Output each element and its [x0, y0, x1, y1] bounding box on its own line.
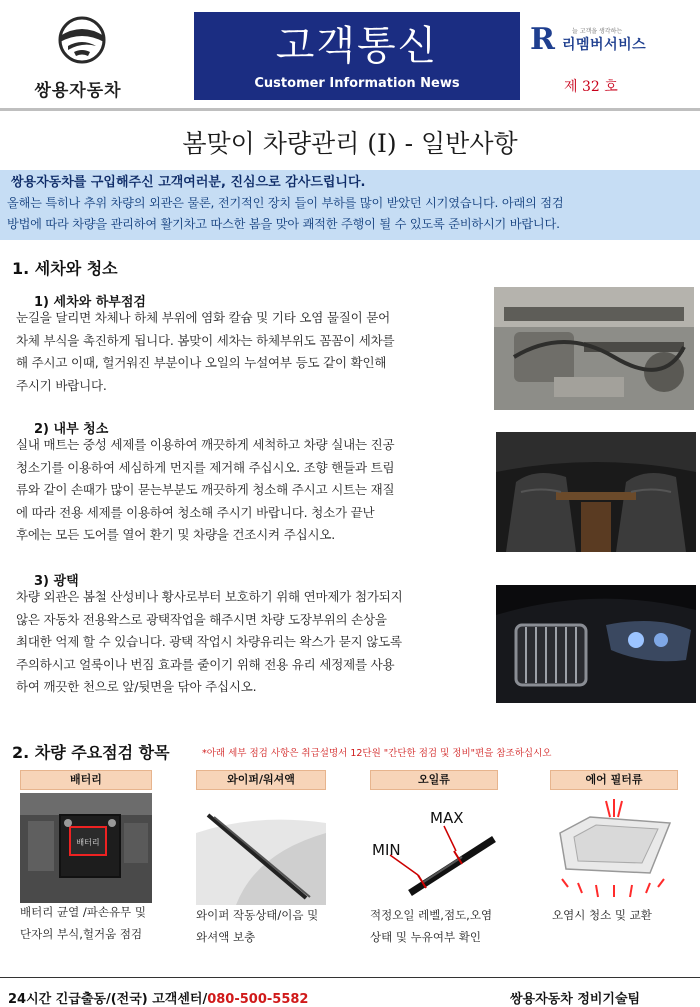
car-front-image	[496, 585, 696, 703]
text-line: 상태 및 누유여부 확인	[370, 930, 481, 944]
subsection-2-text	[16, 434, 394, 547]
intro-greeting: 쌍용자동차를 구입해주신 고객여러분, 진심으로 감사드립니다.	[11, 175, 366, 190]
newsletter-subtitle: Customer Information News	[254, 76, 460, 91]
car-front-photo	[496, 585, 696, 703]
text-line: 주시기 바랍니다.	[16, 377, 107, 393]
text-line: 실내 매트는 중성 세제를 이용하여 깨끗하게 세척하고 차량 실내는 진공	[16, 437, 395, 452]
wiper-image	[196, 793, 326, 905]
partner-r-icon: R	[530, 22, 555, 57]
footer-phone: 080-500-5582	[207, 992, 309, 1007]
text-line: 와이퍼 작동상태/이음 및	[196, 908, 319, 922]
text-line: 배터리 균열 /파손유무 및	[20, 905, 146, 919]
item-desc-battery	[20, 901, 146, 945]
oil-min-label: MIN	[372, 841, 401, 859]
text-line: 하여 깨끗한 천으로 앞/뒷면을 닦아 주십시오.	[16, 679, 257, 694]
page-header	[0, 0, 700, 108]
item-desc-oil	[370, 904, 492, 948]
text-line: 에 따라 전용 세제를 이용하여 청소해 주시기 바랍니다. 청소가 끝난	[16, 504, 375, 520]
wiper-icon	[196, 793, 326, 905]
item-label-wiper: 와이퍼/워셔액	[196, 770, 326, 790]
footer-contact-label: 24시간 긴급출동/(전국) 고객센터/	[8, 992, 208, 1007]
text-line: 후에는 모든 도어를 열어 환기 및 차량을 건조시켜 주십시오.	[16, 527, 335, 542]
partner-name: 리멤버서비스	[562, 37, 647, 53]
interior-image	[496, 432, 696, 552]
interior-photo	[496, 432, 696, 552]
subsection-2-title: 2) 내부 청소	[34, 422, 109, 437]
item-desc-wiper	[196, 904, 318, 948]
newsletter-banner	[194, 12, 520, 100]
text-line: 않은 자동차 전용왁스로 광택작업을 해주시면 차량 도장부위의 손상을	[16, 611, 387, 627]
brand-name: 쌍용자동차	[34, 81, 122, 101]
text-line: 단자의 부식,헐거움 점검	[20, 927, 143, 941]
section-2-title: 2. 차량 주요점검 항목	[12, 743, 170, 762]
battery-image	[20, 793, 152, 903]
undercarriage-photo	[494, 287, 694, 410]
text-line: 류와 같이 손때가 많이 묻는부분도 깨끗하게 청소해 주시고 시트는 재질	[16, 482, 395, 497]
partner-logo	[530, 20, 700, 60]
issue-number: 제 32 호	[564, 79, 618, 95]
text-line: 주의하시고 얼룩이나 번짐 효과를 줄이기 위해 전용 유리 세정제를 사용	[16, 656, 395, 672]
text-line: 차체 부식을 촉진하게 됩니다. 봄맞이 세차는 하체부위도 꼼꼼이 세차를	[16, 332, 395, 348]
text-line: 적정오일 레벨,점도,오염	[370, 908, 493, 922]
subsection-3-text	[16, 586, 402, 699]
undercarriage-image	[494, 287, 694, 410]
text-line: 차량 외관은 봄철 산성비나 황사로부터 보호하기 위해 연마제가 첨가되지	[16, 589, 403, 604]
air-filter-image	[550, 793, 678, 905]
oil-max-label: MAX	[430, 809, 464, 827]
item-desc-air-filter	[552, 904, 652, 926]
battery-icon	[20, 793, 152, 903]
intro-line-1: 올해는 특히나 추위 차량의 외관은 물론, 전기적인 장치 들이 부하를 많이 받았던 시기였습니다. 아래의 점검	[7, 196, 564, 210]
text-line: 최대한 억제 할 수 있습니다. 광택 작업시 차량유리는 왁스가 묻지 않도록	[16, 634, 402, 649]
air-filter-icon	[550, 793, 678, 905]
text-line: 청소기를 이용하여 세심하게 먼지를 제거해 주십시오. 조향 핸들과 트림	[16, 459, 395, 475]
item-label-air-filter: 에어 필터류	[550, 770, 678, 790]
header-divider	[0, 108, 700, 111]
page-title: 봄맞이 차량관리 (I) - 일반사항	[182, 129, 518, 158]
text-line: 해 주시고 이때, 헐거워진 부분이나 오일의 누설여부 등도 같이 확인해	[16, 355, 387, 370]
section-2-note: *아래 세부 점검 사항은 취급설명서 12단원 "간단한 점검 및 정비"편을 참조하십시오	[202, 748, 552, 759]
battery-sticker-text: 배터리	[76, 838, 100, 847]
text-line: 눈길을 달리면 차체나 하체 부위에 염화 칼슘 및 기타 오염 물질이 묻어	[16, 310, 391, 325]
partner-tagline: 늘 고객을 생각하는	[572, 28, 623, 35]
item-label-oil: 오일류	[370, 770, 498, 790]
oil-dipstick-icon	[370, 793, 498, 905]
section-1-title: 1. 세차와 청소	[12, 259, 118, 278]
footer-divider	[0, 977, 700, 978]
newsletter-title: 고객통신	[275, 23, 439, 69]
intro-box	[0, 170, 700, 240]
intro-line-2: 방법에 따라 차량을 관리하여 활기차고 따스한 봄을 맞아 쾌적한 주행이 될 수 있도록 준비하시기 바랍니다.	[7, 217, 560, 231]
subsection-1-title: 1) 세차와 하부점검	[34, 295, 146, 310]
subsection-3-title: 3) 광택	[34, 574, 79, 589]
text-line: 와셔액 보충	[196, 930, 256, 944]
ssangyong-emblem-icon	[54, 16, 110, 64]
text-line: 오염시 청소 및 교환	[552, 908, 652, 922]
oil-dipstick-image	[370, 793, 498, 905]
item-label-battery: 배터리	[20, 770, 152, 790]
footer-team: 쌍용자동차 정비기술팀	[510, 992, 641, 1007]
footer-contact	[8, 988, 308, 1007]
ssangyong-logo	[8, 10, 148, 100]
subsection-1-text	[16, 307, 394, 397]
